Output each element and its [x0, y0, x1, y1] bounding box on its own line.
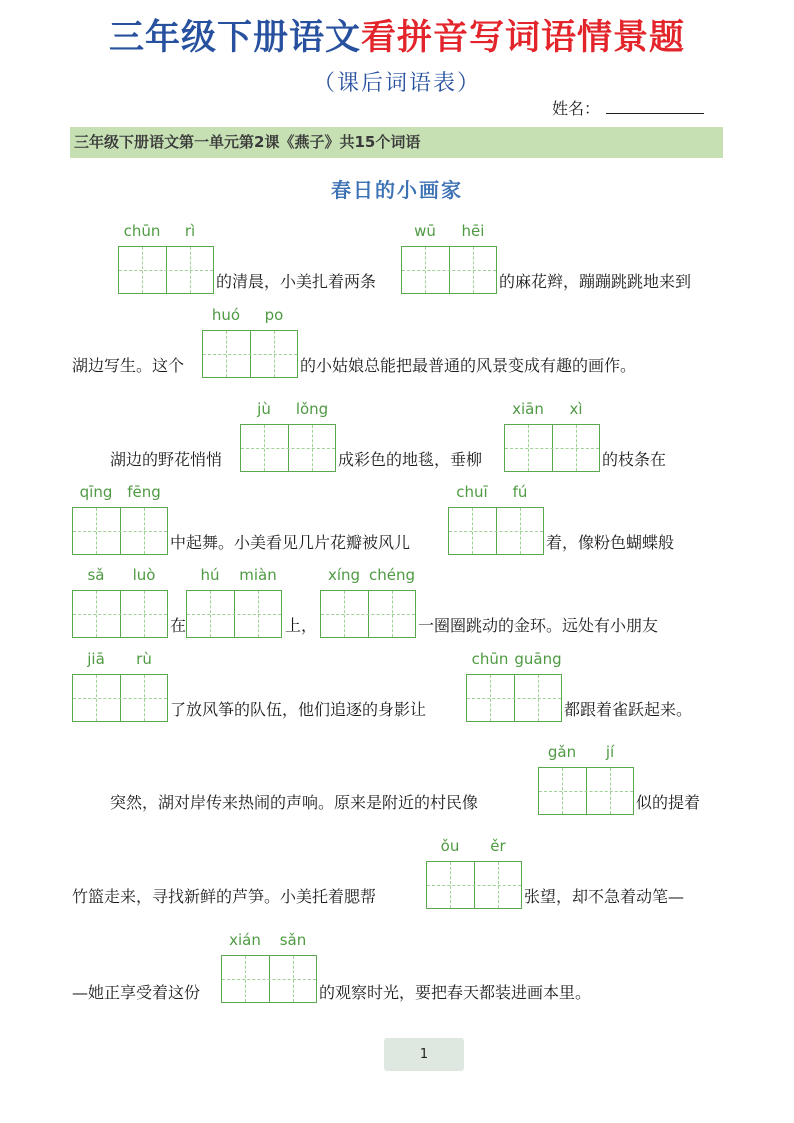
passage-text: 的枝条在 — [602, 450, 667, 469]
passage-text: 的小姑娘总能把最普通的风景变成有趣的画作。 — [300, 356, 637, 375]
page-subtitle: （课后词语表） — [312, 71, 481, 96]
pinyin-6a: qīng — [79, 483, 113, 501]
pinyin-1b: rì — [184, 222, 196, 240]
pinyin-14a: ǒu — [440, 837, 460, 855]
word-box-7[interactable] — [448, 507, 544, 555]
passage-text: 湖边的野花悄悄 — [110, 450, 223, 469]
passage-text: 中起舞。小美看见几片花瓣被风儿 — [170, 533, 411, 552]
pinyin-7a: chuī — [456, 483, 488, 501]
passage-text: 张望，却不急着动笔— — [524, 887, 685, 906]
pinyin-13a: gǎn — [547, 743, 577, 761]
pinyin-8b: luò — [132, 566, 156, 584]
passage-text: 的麻花辫，蹦蹦跳跳地来到 — [499, 272, 692, 291]
pinyin-15a: xián — [229, 931, 261, 949]
word-box-5[interactable] — [504, 424, 600, 472]
pinyin-5b: xì — [569, 400, 583, 418]
pinyin-14b: ěr — [490, 837, 506, 855]
passage-text: 成彩色的地毯，垂柳 — [338, 450, 483, 469]
passage-text: —她正享受着这份 — [72, 983, 201, 1002]
pinyin-5a: xiān — [512, 400, 544, 418]
passage-text: 在 — [170, 616, 187, 635]
pinyin-12a: chūn — [471, 650, 509, 668]
passage-title: 春日的小画家 — [331, 178, 463, 202]
word-box-4[interactable] — [240, 424, 336, 472]
word-box-1[interactable] — [118, 246, 214, 294]
word-box-13[interactable] — [538, 767, 634, 815]
page-number: 1 — [384, 1038, 464, 1071]
pinyin-4a: jù — [257, 400, 271, 418]
word-box-2[interactable] — [401, 246, 497, 294]
word-box-15[interactable] — [221, 955, 317, 1003]
pinyin-2b: hēi — [461, 222, 485, 240]
passage-text: 竹篮走来，寻找新鲜的芦笋。小美托着腮帮 — [72, 887, 377, 906]
word-box-6[interactable] — [72, 507, 168, 555]
pinyin-1a: chūn — [123, 222, 161, 240]
pinyin-6b: fēng — [127, 483, 161, 501]
word-box-3[interactable] — [202, 330, 298, 378]
word-box-12[interactable] — [466, 674, 562, 722]
page-title-blue: 三年级下册语文 — [108, 18, 361, 58]
pinyin-15b: sǎn — [279, 931, 307, 949]
passage-text: 上， — [285, 616, 318, 635]
pinyin-3a: huó — [211, 306, 241, 324]
passage-text: 了放风筝的队伍，他们追逐的身影让 — [170, 700, 427, 719]
pinyin-9a: hú — [200, 566, 220, 584]
pinyin-9b: miàn — [239, 566, 277, 584]
passage-text: 湖边写生。这个 — [72, 356, 185, 375]
word-box-11[interactable] — [72, 674, 168, 722]
pinyin-10b: chéng — [368, 566, 415, 584]
lesson-banner: 三年级下册语文第一单元第2课《燕子》共15个词语 — [70, 127, 723, 158]
pinyin-7b: fú — [512, 483, 528, 501]
passage-text: 的清晨，小美扎着两条 — [216, 272, 377, 291]
pinyin-10a: xíng — [327, 566, 361, 584]
page-title-red: 看拼音写词语情景题 — [361, 18, 686, 58]
pinyin-13b: jí — [605, 743, 615, 761]
word-box-9[interactable] — [186, 590, 282, 638]
passage-text: 的观察时光，要把春天都装进画本里。 — [319, 983, 592, 1002]
pinyin-11a: jiā — [87, 650, 105, 668]
name-field — [552, 96, 704, 119]
passage-text: 一圈圈跳动的金环。远处有小朋友 — [418, 616, 659, 635]
word-box-10[interactable] — [320, 590, 416, 638]
word-box-14[interactable] — [426, 861, 522, 909]
pinyin-11b: rù — [136, 650, 152, 668]
passage-text: 似的提着 — [636, 793, 701, 812]
pinyin-3b: po — [264, 306, 284, 324]
name-blank-line[interactable] — [606, 99, 704, 114]
passage-text: 都跟着雀跃起来。 — [564, 700, 693, 719]
pinyin-8a: sǎ — [87, 566, 105, 584]
page-title — [0, 14, 794, 62]
passage-text: 突然，湖对岸传来热闹的声响。原来是附近的村民像 — [110, 793, 479, 812]
pinyin-12b: guāng — [514, 650, 562, 668]
passage-text: 着，像粉色蝴蝶般 — [546, 533, 675, 552]
pinyin-4b: lǒng — [295, 400, 329, 418]
pinyin-2a: wū — [414, 222, 436, 240]
name-label: 姓名： — [552, 99, 601, 118]
word-box-8[interactable] — [72, 590, 168, 638]
